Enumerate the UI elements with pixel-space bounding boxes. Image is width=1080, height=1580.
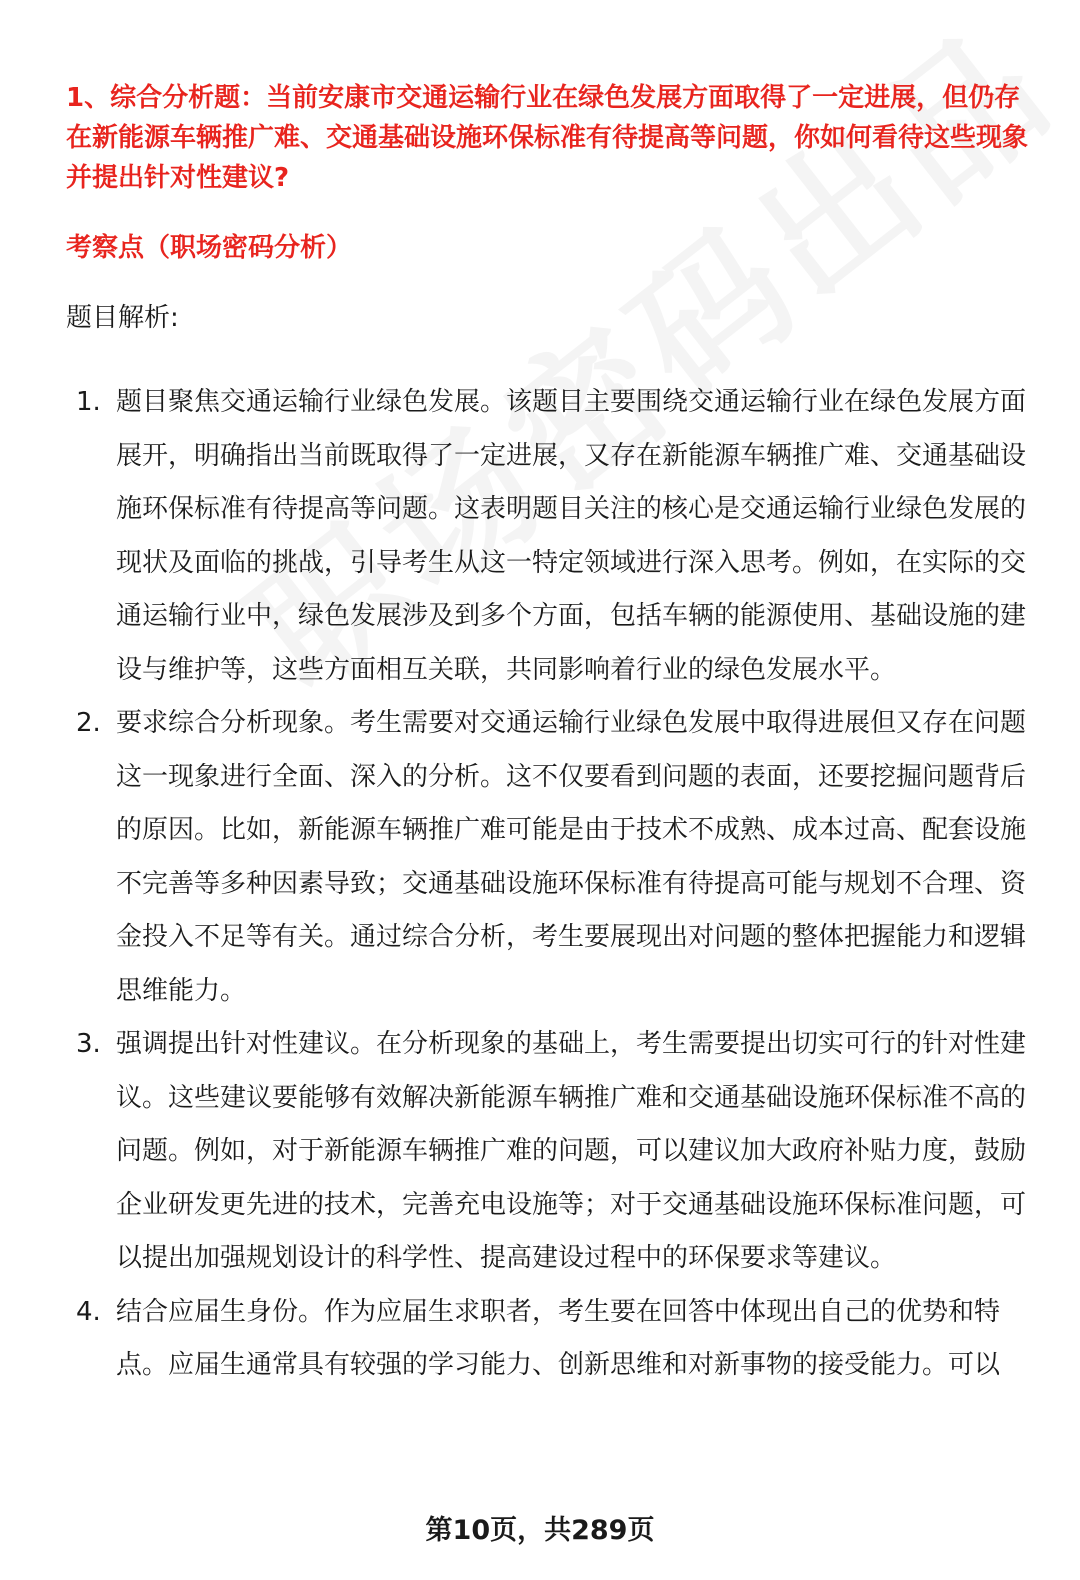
list-item-text: 强调提出针对性建议。在分析现象的基础上，考生需要提出切实可行的针对性建议。这些建议要能够有效解决新能源车辆推广难和交通基础设施环保标准不高的问题。例如，对于新能源车辆推广难的问题，可以建议加大政府补贴力度，鼓励企业研发更先进的技术，完善充电设施等；对于交通基础设施环保标准问题，可以提出加强规划设计的科学性、提高建设过程中的环保要求等建议。 (116, 1029, 1027, 1273)
list-item (66, 697, 1036, 1018)
analysis-points-list (66, 376, 1036, 1393)
list-item (66, 1286, 1036, 1393)
list-item-text: 结合应届生身份。作为应届生求职者，考生要在回答中体现出自己的优势和特点。应届生通常具有较强的学习能力、创新思维和对新事物的接受能力。可以 (116, 1296, 1001, 1380)
list-item (66, 1018, 1036, 1286)
list-item-number: 2. (76, 708, 101, 738)
document-page (66, 78, 1036, 1393)
list-item-number: 3. (76, 1029, 101, 1059)
analysis-label: 题目解析: (66, 303, 179, 333)
list-item-text: 题目聚焦交通运输行业绿色发展。该题目主要围绕交通运输行业在绿色发展方面展开，明确指出当前既取得了一定进展，又存在新能源车辆推广难、交通基础设施环保标准有待提高等问题。这表明题目关注的核心是交通运输行业绿色发展的现状及面临的挑战，引导考生从这一特定领域进行深入思考。例如，在实际的交通运输行业中，绿色发展涉及到多个方面，包括车辆的能源使用、基础设施的建设与维护等，这些方面相互关联，共同影响着行业的绿色发展水平。 (116, 387, 1027, 685)
question-heading: 1、综合分析题：当前安康市交通运输行业在绿色发展方面取得了一定进展，但仍存在新能源车辆推广难、交通基础设施环保标准有待提高等问题，你如何看待这些现象并提出针对性建议? (66, 83, 1029, 193)
section-title: 考察点（职场密码分析） (66, 233, 353, 263)
list-item-number: 1. (76, 387, 101, 417)
page-footer: 第10页，共289页 (425, 1515, 655, 1546)
list-item-text: 要求综合分析现象。考生需要对交通运输行业绿色发展中取得进展但又存在问题这一现象进行全面、深入的分析。这不仅要看到问题的表面，还要挖掘问题背后的原因。比如，新能源车辆推广难可能是由于技术不成熟、成本过高、配套设施不完善等多种因素导致；交通基础设施环保标准有待提高可能与规划不合理、资金投入不足等有关。通过综合分析，考生要展现出对问题的整体把握能力和逻辑思维能力。 (116, 708, 1027, 1006)
list-item (66, 376, 1036, 697)
list-item-number: 4. (76, 1296, 101, 1327)
